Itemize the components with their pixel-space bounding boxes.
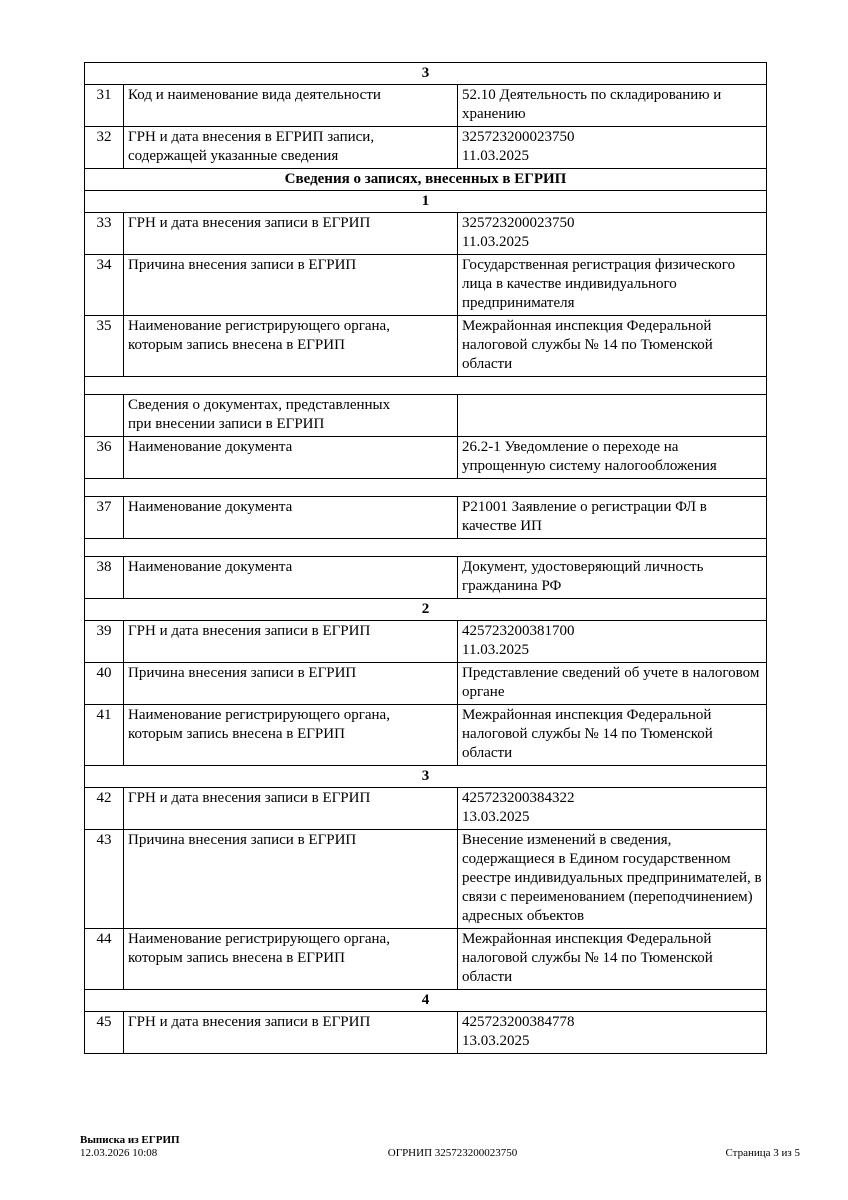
section-row [85, 191, 767, 213]
egrip-table [84, 62, 767, 1054]
footer-page-number: Страница 3 из 5 [725, 1146, 800, 1159]
table-row [85, 788, 767, 830]
row-number-cell: 43 [85, 830, 124, 929]
section-header-cell: 3 [85, 766, 767, 788]
row-number-cell: 33 [85, 213, 124, 255]
row-number-cell: 40 [85, 663, 124, 705]
row-label-cell: ГРН и дата внесения записи в ЕГРИП [124, 788, 458, 830]
section-row [85, 766, 767, 788]
spacer-cell [85, 479, 767, 497]
value-line: 26.2-1 Уведомление о переходе на упрощенную систему налогообложения [462, 439, 717, 474]
table-row [85, 497, 767, 539]
row-value-cell [458, 395, 767, 437]
table-row [85, 395, 767, 437]
row-value-cell [458, 663, 767, 705]
row-value-cell [458, 705, 767, 766]
row-value-cell [458, 929, 767, 990]
row-number-cell: 45 [85, 1012, 124, 1054]
value-line: Внесение изменений в сведения, содержащиеся в Едином государственном реестре индивидуальных предпринимателей, в связи с переименованием (переподчинением) адресных объектов [462, 832, 762, 924]
row-label-cell: Сведения о документах, представленных при внесении записи в ЕГРИП [124, 395, 458, 437]
row-number-cell: 42 [85, 788, 124, 830]
row-number-cell: 35 [85, 316, 124, 377]
value-line: 425723200384322 [462, 790, 575, 806]
spacer-row [85, 479, 767, 497]
section-row [85, 63, 767, 85]
value-line: 13.03.2025 [462, 809, 530, 825]
row-value-cell [458, 557, 767, 599]
row-value-cell [458, 255, 767, 316]
value-line: Документ, удостоверяющий личность гражданина РФ [462, 559, 704, 594]
row-label-cell: Наименование документа [124, 557, 458, 599]
row-value-cell [458, 830, 767, 929]
section-header-cell: Сведения о записях, внесенных в ЕГРИП [85, 169, 767, 191]
value-line: 425723200381700 [462, 623, 575, 639]
row-number-cell: 39 [85, 621, 124, 663]
footer-ogrnip: ОГРНИП 325723200023750 [387, 1146, 518, 1159]
row-value-cell [458, 788, 767, 830]
row-value-cell [458, 621, 767, 663]
row-label-cell: Причина внесения записи в ЕГРИП [124, 830, 458, 929]
table-row [85, 621, 767, 663]
table-row [85, 127, 767, 169]
row-value-cell [458, 437, 767, 479]
table-row [85, 830, 767, 929]
row-label-cell: Наименование регистрирующего органа, которым запись внесена в ЕГРИП [124, 705, 458, 766]
section-row [85, 599, 767, 621]
value-line: Межрайонная инспекция Федеральной налоговой службы № 14 по Тюменской области [462, 707, 713, 761]
row-number-cell: 44 [85, 929, 124, 990]
row-value-cell [458, 497, 767, 539]
table-row [85, 557, 767, 599]
row-number-cell: 38 [85, 557, 124, 599]
row-label-cell: ГРН и дата внесения записи в ЕГРИП [124, 1012, 458, 1054]
spacer-row [85, 377, 767, 395]
row-value-cell [458, 127, 767, 169]
row-label-cell: ГРН и дата внесения записи в ЕГРИП [124, 213, 458, 255]
footer-document-title: Выписка из ЕГРИП [80, 1134, 180, 1146]
table-row [85, 255, 767, 316]
value-line: Межрайонная инспекция Федеральной налоговой службы № 14 по Тюменской области [462, 318, 713, 372]
section-row [85, 169, 767, 191]
table-row [85, 1012, 767, 1054]
row-label-cell: Наименование регистрирующего органа, которым запись внесена в ЕГРИП [124, 316, 458, 377]
section-header-cell: 4 [85, 990, 767, 1012]
row-label-cell: Наименование регистрирующего органа, которым запись внесена в ЕГРИП [124, 929, 458, 990]
value-line: 325723200023750 [462, 129, 575, 145]
spacer-row [85, 539, 767, 557]
row-number-cell: 37 [85, 497, 124, 539]
row-number-cell: 34 [85, 255, 124, 316]
table-row [85, 929, 767, 990]
value-line: 13.03.2025 [462, 1033, 530, 1049]
row-number-cell [85, 395, 124, 437]
row-value-cell [458, 213, 767, 255]
spacer-cell [85, 377, 767, 395]
value-line: 425723200384778 [462, 1014, 575, 1030]
row-label-cell: Код и наименование вида деятельности [124, 85, 458, 127]
row-value-cell [458, 316, 767, 377]
value-line: Государственная регистрация физического лица в качестве индивидуального предпринимателя [462, 257, 736, 311]
row-number-cell: 32 [85, 127, 124, 169]
value-line: 52.10 Деятельность по складированию и хранению [462, 87, 722, 122]
spacer-cell [85, 539, 767, 557]
value-line: 325723200023750 [462, 215, 575, 231]
table-row [85, 663, 767, 705]
row-number-cell: 31 [85, 85, 124, 127]
value-line: 11.03.2025 [462, 234, 529, 250]
row-label-cell: ГРН и дата внесения в ЕГРИП записи, содержащей указанные сведения [124, 127, 458, 169]
table-row [85, 85, 767, 127]
table-row [85, 705, 767, 766]
table-row [85, 437, 767, 479]
footer-datetime: 12.03.2026 10:08 [80, 1146, 158, 1159]
section-header-cell: 3 [85, 63, 767, 85]
section-header-cell: 2 [85, 599, 767, 621]
row-number-cell: 36 [85, 437, 124, 479]
row-label-cell: ГРН и дата внесения записи в ЕГРИП [124, 621, 458, 663]
footer-left [80, 1134, 180, 1159]
egrip-table-body [85, 63, 767, 1054]
row-label-cell: Наименование документа [124, 437, 458, 479]
table-row [85, 316, 767, 377]
row-value-cell [458, 85, 767, 127]
row-label-cell: Причина внесения записи в ЕГРИП [124, 663, 458, 705]
value-line: 11.03.2025 [462, 148, 529, 164]
value-line: Представление сведений об учете в налоговом органе [462, 665, 760, 700]
page-footer [80, 1134, 800, 1159]
value-line: Межрайонная инспекция Федеральной налоговой службы № 14 по Тюменской области [462, 931, 713, 985]
table-row [85, 213, 767, 255]
section-header-cell: 1 [85, 191, 767, 213]
row-number-cell: 41 [85, 705, 124, 766]
row-value-cell [458, 1012, 767, 1054]
section-row [85, 990, 767, 1012]
row-label-cell: Причина внесения записи в ЕГРИП [124, 255, 458, 316]
value-line: 11.03.2025 [462, 642, 529, 658]
row-label-cell: Наименование документа [124, 497, 458, 539]
value-line: Р21001 Заявление о регистрации ФЛ в качестве ИП [462, 499, 707, 534]
